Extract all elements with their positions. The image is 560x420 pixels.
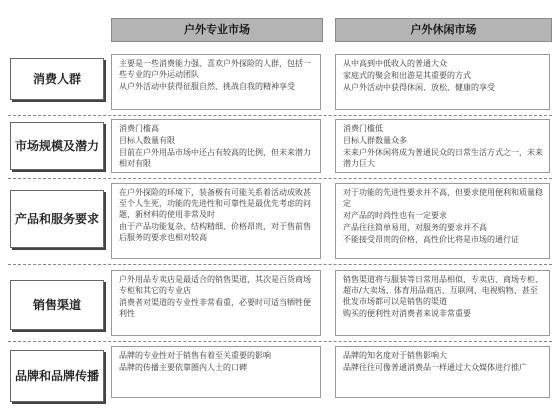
cell-line: 消费门槛高 xyxy=(119,124,159,133)
cell-line: 品牌往往可像普通消费品一样通过大众媒体进行推广 xyxy=(343,363,527,372)
cell-line: 不能接受昂贵的价格，高性价比将是市场的通行证 xyxy=(343,235,519,244)
cell-line: 产品往往简单易用，对服务的要求并不高 xyxy=(343,223,487,232)
cell-line: 品牌的知名度对于销售影响大 xyxy=(343,351,447,360)
cell-line: 购买的便利性对消费者来说非常重要 xyxy=(343,309,471,318)
cell-product-professional xyxy=(111,183,321,259)
cell-line: 目前在户外用品市场中还占有较高的比例，但未来潜力相对有限 xyxy=(119,148,311,168)
row-label-text: 销售渠道 xyxy=(32,297,81,312)
row-separator xyxy=(8,264,552,265)
column-header-leisure: 户外休闲市场 xyxy=(335,18,552,42)
cell-market-professional xyxy=(111,119,321,173)
cell-line: 未来户外休闲将成为普通民众的日常生活方式之一，未来潜力巨大 xyxy=(343,148,543,168)
row-label-sales-channel xyxy=(10,280,104,330)
cell-consumers-professional xyxy=(111,54,321,110)
row-label-brand xyxy=(10,350,104,402)
row-label-text: 市场规模及潜力 xyxy=(14,138,99,153)
row-label-text: 品牌和品牌传播 xyxy=(14,368,99,383)
cell-line: 从户外活动中获得征服自然、挑战自我的精神享受 xyxy=(119,82,295,91)
row-label-consumers xyxy=(10,58,104,100)
cell-channel-leisure xyxy=(335,270,550,336)
row-separator xyxy=(8,341,552,342)
cell-line: 主要是一些消费能力强、喜欢户外探险的人群，包括一些专业的户外运动团队 xyxy=(119,59,311,79)
cell-line: 从中高到中低收入的普通大众 xyxy=(343,59,447,68)
cell-line: 从户外活动中获得休闲、放松、健康的享受 xyxy=(343,83,495,92)
row-separator xyxy=(8,178,552,179)
row-label-product-service xyxy=(10,190,104,248)
cell-line: 品牌的专业性对于销售有着至关重要的影响 xyxy=(119,351,271,360)
row-label-market-size xyxy=(10,122,104,170)
cell-line: 对于功能的先进性要求并不高，但要求使用便利和质量稳定 xyxy=(343,188,543,208)
cell-line: 消费者对渠道的专业性非常看重，必要时可适当牺牲便利性 xyxy=(119,298,311,318)
cell-line: 家庭式的聚会和出游是其重要的方式 xyxy=(343,71,471,80)
cell-consumers-leisure xyxy=(335,54,550,110)
cell-market-leisure xyxy=(335,119,550,173)
cell-brand-leisure xyxy=(335,346,550,398)
row-label-text: 消费人群 xyxy=(32,71,81,86)
cell-line: 户外用品专卖店是最适合的销售渠道，其次是百货商场专柜和其它的专业店 xyxy=(119,275,311,295)
cell-line: 由于产品功能复杂、结构精细、价格昂贵，对于售前售后服务的要求也相对较高 xyxy=(119,222,311,242)
cell-line: 对产品的时尚性也有一定要求 xyxy=(343,211,447,220)
cell-line: 品牌的传播主要依靠圈内人士的口碑 xyxy=(119,363,247,372)
cell-channel-professional xyxy=(111,270,321,336)
cell-product-leisure xyxy=(335,183,550,259)
cell-line: 在户外探险的环境下，装备极有可能关系着活动成败甚至个人生死，功能的先进性和可靠性是最优先考虑的问题，新材料的使用非常及时 xyxy=(119,188,311,219)
cell-brand-professional xyxy=(111,346,321,398)
cell-line: 目标人数量有限 xyxy=(119,136,175,145)
column-header-professional: 户外专业市场 xyxy=(111,18,323,42)
row-label-text: 产品和服务要求 xyxy=(14,211,99,226)
cell-line: 消费门槛低 xyxy=(343,124,383,133)
row-separator xyxy=(8,115,552,116)
cell-line: 目标人群数量众多 xyxy=(343,136,407,145)
cell-line: 销售渠道将与服装等日常用品相似，专卖店、商场专柜、超市/大卖场、体育用品商店、互联网、电视购物、甚至批发市场都可以是销售的渠道 xyxy=(343,275,543,306)
